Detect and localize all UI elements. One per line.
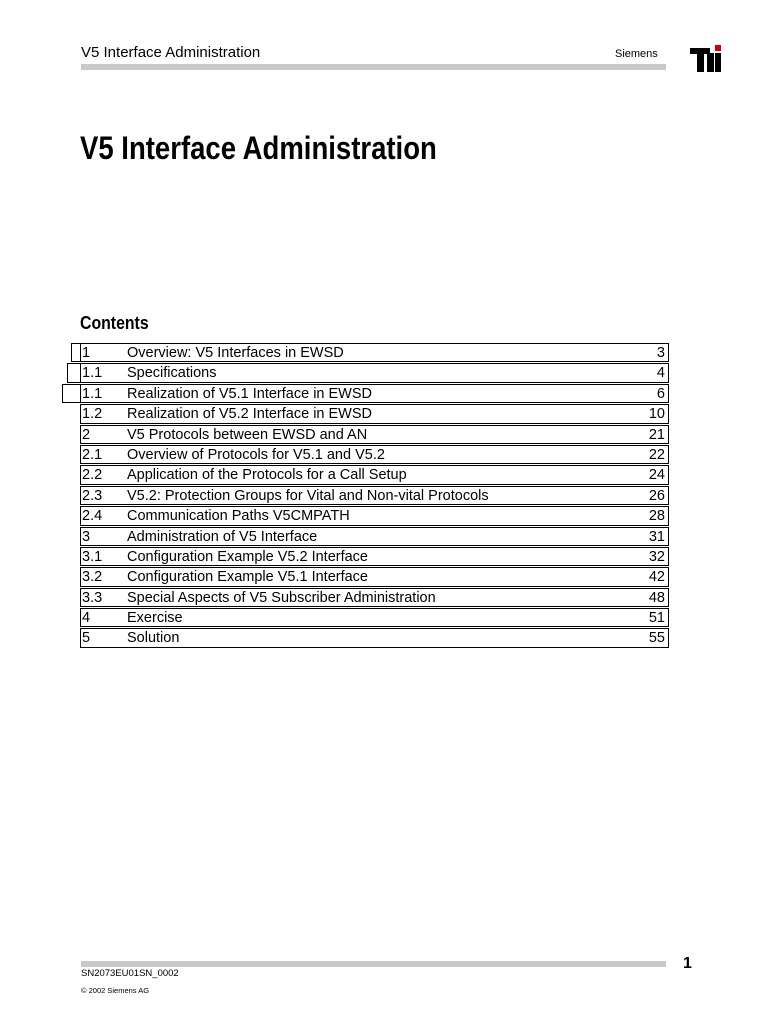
toc-title: Overview: V5 Interfaces in EWSD <box>127 345 344 361</box>
toc-title: Solution <box>127 630 180 647</box>
toc-title: Communication Paths V5CMPATH <box>127 508 350 525</box>
toc-title: Administration of V5 Interface <box>127 528 318 545</box>
toc-row[interactable] <box>80 384 669 403</box>
toc-number: 1.1 <box>82 385 103 402</box>
contents-heading: Contents <box>80 313 149 333</box>
toc-number: 3.1 <box>82 548 103 565</box>
toc-row[interactable] <box>80 343 669 362</box>
toc-row[interactable] <box>80 465 669 484</box>
toc-number: 2 <box>82 426 91 443</box>
toc-number: 3.2 <box>82 569 103 586</box>
toc-title: Overview of Protocols for V5.1 and V5.2 <box>127 446 385 463</box>
document-title: V5 Interface Administration <box>80 130 437 166</box>
toc-number: 2.3 <box>82 487 103 504</box>
toc-number: 2.2 <box>82 467 103 484</box>
toc-number: 1.2 <box>82 406 103 423</box>
toc-page: 10 <box>648 406 665 423</box>
toc-row[interactable] <box>80 567 669 586</box>
toc-title: Application of the Protocols for a Call Setup <box>127 467 407 484</box>
toc-page: 24 <box>648 467 665 484</box>
toc-page: 42 <box>648 569 665 586</box>
toc-row[interactable] <box>80 506 669 525</box>
ti-logo-icon <box>690 44 722 72</box>
toc-number: 5 <box>82 630 91 647</box>
document-code: SN2073EU01SN_0002 <box>81 968 179 979</box>
toc-page: 4 <box>656 365 665 382</box>
header-rule <box>81 64 666 70</box>
toc-number: 2.4 <box>82 508 103 525</box>
toc-title: Realization of V5.1 Interface in EWSD <box>127 385 373 402</box>
toc-title: V5.2: Protection Groups for Vital and Non-vital Protocols <box>127 487 489 504</box>
toc-page: 31 <box>648 528 665 545</box>
toc-number: 1.1 <box>82 365 103 382</box>
toc-number: 1 <box>82 345 91 361</box>
toc-row[interactable] <box>80 608 669 627</box>
header-title: V5 Interface Administration <box>81 44 261 61</box>
toc-page: 51 <box>648 610 665 627</box>
toc-page: 48 <box>648 589 665 606</box>
toc-page: 22 <box>648 446 665 463</box>
toc-page: 28 <box>648 508 665 525</box>
toc-page: 6 <box>656 385 665 402</box>
toc-title: Configuration Example V5.2 Interface <box>127 548 368 565</box>
toc-title: Realization of V5.2 Interface in EWSD <box>127 406 373 423</box>
footer-rule <box>81 961 666 967</box>
toc-page: 26 <box>648 487 665 504</box>
toc-number: 4 <box>82 610 91 627</box>
toc-number: 2.1 <box>82 446 103 463</box>
header-company: Siemens <box>615 48 658 60</box>
toc-title: V5 Protocols between EWSD and AN <box>127 426 368 443</box>
toc-title: Specifications <box>127 365 217 382</box>
page-number: 1 <box>683 955 692 972</box>
toc-row[interactable] <box>80 588 669 607</box>
toc-page: 3 <box>656 345 665 361</box>
toc-page: 32 <box>648 548 665 565</box>
toc-number: 3 <box>82 528 91 545</box>
toc-row[interactable] <box>80 425 669 444</box>
toc-row[interactable] <box>80 628 669 647</box>
table-of-contents <box>80 343 669 649</box>
toc-title: Configuration Example V5.1 Interface <box>127 569 368 586</box>
toc-number: 3.3 <box>82 589 103 606</box>
toc-row[interactable] <box>80 363 669 382</box>
toc-title: Exercise <box>127 610 183 627</box>
toc-row[interactable] <box>80 527 669 546</box>
toc-row[interactable] <box>80 547 669 566</box>
toc-page: 21 <box>648 426 665 443</box>
toc-row[interactable] <box>80 486 669 505</box>
toc-row[interactable] <box>80 445 669 464</box>
toc-row[interactable] <box>80 404 669 423</box>
copyright-notice: © 2002 Siemens AG <box>81 986 150 995</box>
toc-page: 55 <box>648 630 665 647</box>
toc-title: Special Aspects of V5 Subscriber Administration <box>127 589 436 606</box>
